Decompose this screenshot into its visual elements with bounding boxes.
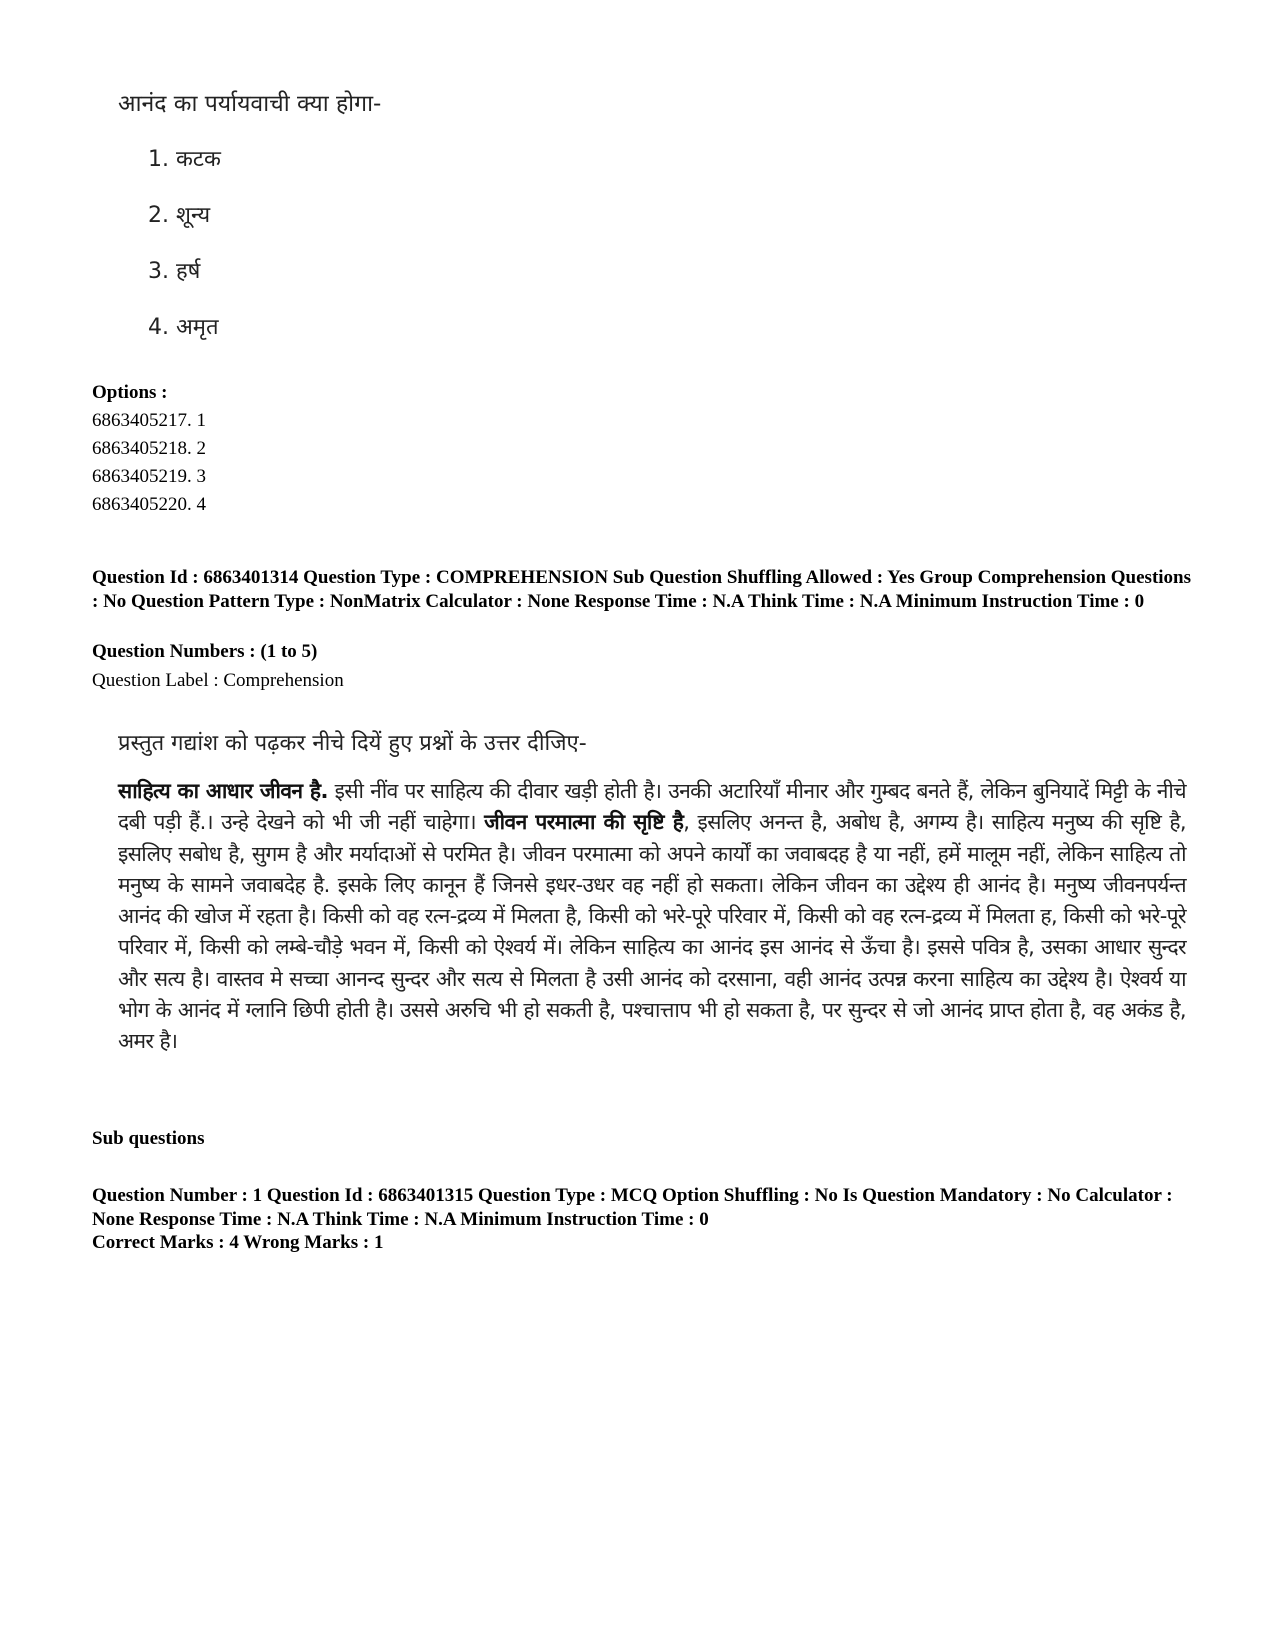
choice-4: 4. अमृत [148, 315, 219, 340]
question-label: Question Label : Comprehension [92, 670, 344, 691]
comprehension-passage [118, 776, 1186, 1058]
option-item-3: 6863405219. 3 [92, 466, 206, 487]
option-item-4: 6863405220. 4 [92, 494, 206, 515]
sub-question-meta: Question Number : 1 Question Id : 6863401315 Question Type : MCQ Option Shuffling : No Is Question Mandatory : No Calculator : None Response Time : N.A Think Time : N.A Minimum Instruction Time : 0 [92, 1185, 1173, 1230]
option-item-2: 6863405218. 2 [92, 438, 206, 459]
choice-2: 2. शून्य [148, 203, 211, 228]
comprehension-meta: Question Id : 6863401314 Question Type : COMPREHENSION Sub Question Shuffling Allowed : Yes Group Comprehension Questions : No Question Pattern Type : NonMatrix Calculator : None Response Time : N.A Think Time : N.A Minimum Instruction Time : 0 [92, 567, 1192, 612]
options-label: Options : [92, 382, 168, 403]
option-item-1: 6863405217. 1 [92, 410, 206, 431]
choice-3: 3. हर्ष [148, 259, 201, 284]
question-text: आनंद का पर्यायवाची क्या होगा- [118, 91, 382, 117]
passage-text-2: , इसलिए अनन्त है, अबोध है, अगम्य है। साहित्य मनुष्य की सृष्टि है, इसलिए सबोध है, सुगम है और मर्यादाओं से परमित है। जीवन परमात्मा को अपने कार्यों का जवाबदह है या नहीं, हमें मालूम नहीं, लेकिन साहित्य तो मनुष्य के सामने जवाबदेह है. इसके लिए कानून हैं जिनसे इधर-उधर वह नहीं हो सकता। लेकिन जीवन का उद्देश्य ही आनंद है। मनुष्य जीवनपर्यन्त आनंद की खोज में रहता है। किसी को वह रत्न-द्रव्य में मिलता है, किसी को भरे-पूरे परिवार में, किसी को वह रत्न-द्रव्य में मिलता ह, किसी को भरे-पूरे परिवार में, किसी को लम्बे-चौड़े भवन में, किसी को ऐश्वर्य में। लेकिन साहित्य का आनंद इस आनंद से ऊँचा है। इससे पवित्र है, उसका आधार सुन्दर और सत्य है। वास्तव मे सच्चा आनन्द सुन्दर और सत्य से मिलता है उसी आनंद को दरसाना, वही आनंद उत्पन्न करना साहित्य का उद्देश्य है। ऐश्वर्य या भोग के आनंद में ग्लानि छिपी होती है। उससे अरुचि भी हो सकती है, पश्चात्ताप भी हो सकता है, पर सुन्दर से जो आनंद प्राप्त होता है, वह अकंड है, अमर है। [118, 810, 1187, 1054]
sub-questions-label: Sub questions [92, 1128, 205, 1149]
passage-text-1: इसी नींव पर साहित्य की दीवार खड़ी होती है। उनकी अटारियाँ मीनार और गुम्बद बनते हैं, लेकिन बुनियादें मिट्टी के नीचे दबी पड़ी हैं.। उन्हे देखने को भी जी नहीं चाहेगा। [118, 779, 1186, 835]
comprehension-instruction: प्रस्तुत गद्यांश को पढ़कर नीचे दियें हुए प्रश्नों के उत्तर दीजिए- [118, 731, 587, 756]
choice-1: 1. कटक [148, 147, 221, 172]
passage-bold-2: जीवन परमात्मा की सृष्टि है [484, 810, 684, 835]
passage-bold-1: साहित्य का आधार जीवन है. [118, 779, 328, 803]
question-numbers: Question Numbers : (1 to 5) [92, 641, 318, 662]
marks-line: Correct Marks : 4 Wrong Marks : 1 [92, 1232, 384, 1253]
